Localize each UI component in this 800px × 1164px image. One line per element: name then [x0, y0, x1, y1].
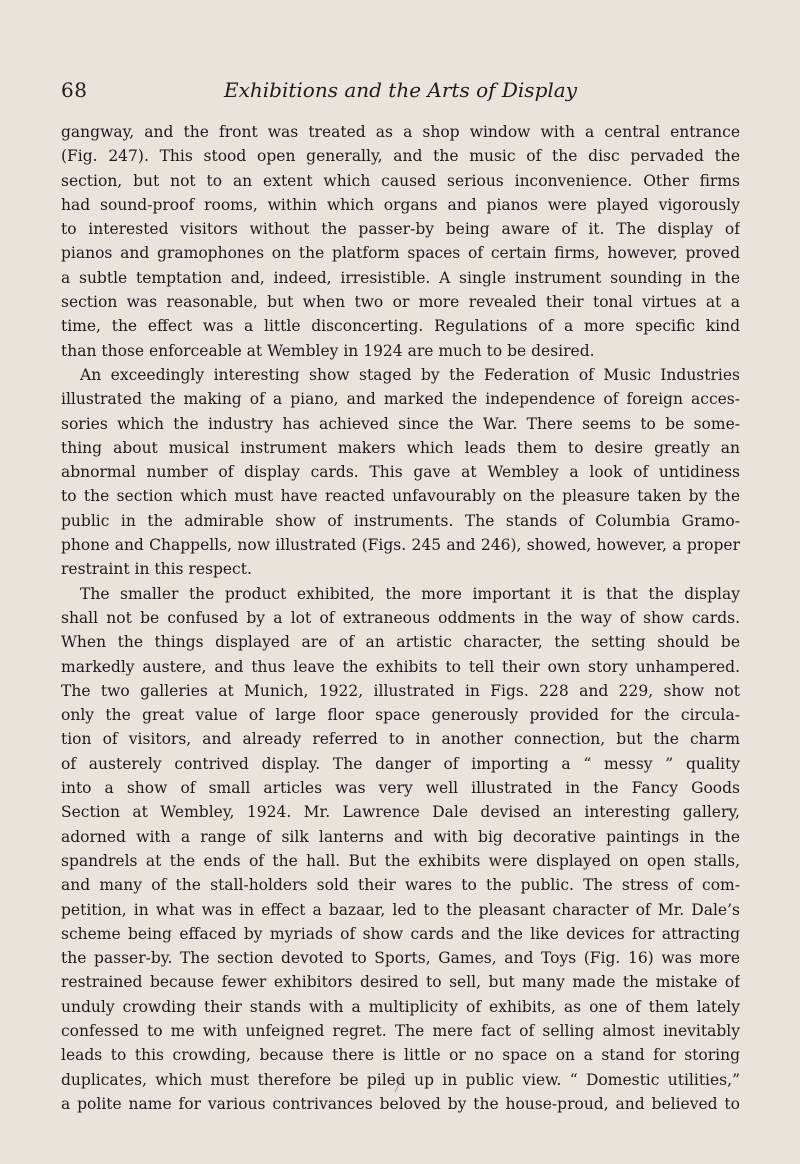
text-line: confessed to me with unfeigned regret. The mere fact of selling almost inevitably: [61, 1021, 740, 1040]
text-line: a polite name for various contrivances beloved by the house-proud, and believed to: [61, 1094, 740, 1113]
text-line: and many of the stall-holders sold their wares to the public. The stress of com-: [61, 876, 740, 895]
text-line: the passer-by. The section devoted to Sports, Games, and Toys (Fig. 16) was more: [61, 949, 740, 968]
text-line: to the section which must have reacted unfavourably on the pleasure taken by the: [61, 487, 740, 506]
text-line: had sound-proof rooms, within which organs and pianos were played vigorously: [61, 195, 740, 214]
pencil-mark: [390, 1072, 408, 1094]
text-line: unduly crowding their stands with a multiplicity of exhibits, as one of them lately: [61, 997, 740, 1016]
page-header: [61, 78, 740, 108]
text-line: sories which the industry has achieved since the War. There seems to be some-: [61, 414, 740, 433]
text-line: section was reasonable, but when two or more revealed their tonal virtues at a: [61, 293, 740, 312]
text-line: scheme being effaced by myriads of show cards and the like devices for attracting: [61, 924, 740, 943]
page-number: 68: [61, 78, 88, 102]
body-text: [61, 120, 740, 1116]
text-line: restraint in this respect.: [61, 560, 252, 579]
text-line: into a show of small articles was very well illustrated in the Fancy Goods: [61, 779, 740, 798]
text-line: abnormal number of display cards. This gave at Wembley a look of untidiness: [61, 463, 740, 482]
text-line: spandrels at the ends of the hall. But the exhibits were displayed on open stalls,: [61, 851, 740, 870]
running-title: Exhibitions and the Arts of Display: [224, 78, 577, 102]
text-line: When the things displayed are of an artistic character, the setting should be: [61, 633, 740, 652]
text-line: thing about musical instrument makers which leads them to desire greatly an: [61, 438, 740, 457]
paragraph-3: [61, 582, 740, 1117]
text-line: only the great value of large floor space generously provided for the circula-: [61, 706, 740, 725]
text-line: The two galleries at Munich, 1922, illustrated in Figs. 228 and 229, show not: [61, 681, 740, 700]
text-line: public in the admirable show of instruments. The stands of Columbia Gramo-: [61, 511, 740, 530]
text-line: time, the effect was a little disconcerting. Regulations of a more specific kind: [61, 317, 740, 336]
text-line: of austerely contrived display. The danger of importing a “ messy ” quality: [61, 754, 740, 773]
text-line: The smaller the product exhibited, the more important it is that the display: [80, 584, 740, 603]
text-line: An exceedingly interesting show staged by the Federation of Music Industries: [80, 365, 740, 384]
text-line: pianos and gramophones on the platform spaces of certain firms, however, proved: [61, 244, 740, 263]
text-line: phone and Chappells, now illustrated (Figs. 245 and 246), showed, however, a proper: [61, 536, 740, 555]
text-line: Section at Wembley, 1924. Mr. Lawrence Dale devised an interesting gallery,: [61, 803, 740, 822]
paragraph-2: [61, 363, 740, 582]
text-line: section, but not to an extent which caused serious inconvenience. Other firms: [61, 171, 740, 190]
text-line: to interested visitors without the passer-by being aware of it. The display of: [61, 220, 740, 239]
text-line: petition, in what was in effect a bazaar, led to the pleasant character of Mr. Dale’s: [61, 900, 740, 919]
text-line: shall not be confused by a lot of extraneous oddments in the way of show cards.: [61, 608, 740, 627]
text-line: markedly austere, and thus leave the exhibits to tell their own story unhampered.: [61, 657, 740, 676]
text-line: duplicates, which must therefore be piled up in public view. “ Domestic utilities,”: [61, 1070, 740, 1089]
text-line: than those enforceable at Wembley in 1924 are much to be desired.: [61, 341, 595, 360]
text-line: illustrated the making of a piano, and marked the independence of foreign acces-: [61, 390, 740, 409]
text-line: adorned with a range of silk lanterns and with big decorative paintings in the: [61, 827, 740, 846]
paragraph-1: [61, 120, 740, 363]
text-line: tion of visitors, and already referred to in another connection, but the charm: [61, 730, 740, 749]
text-line: restrained because fewer exhibitors desired to sell, but many made the mistake of: [61, 973, 740, 992]
text-line: gangway, and the front was treated as a shop window with a central entrance: [61, 123, 740, 141]
text-line: leads to this crowding, because there is little or no space on a stand for storing: [61, 1046, 740, 1065]
text-line: (Fig. 247). This stood open generally, and the music of the disc pervaded the: [61, 147, 740, 166]
text-line: a subtle temptation and, indeed, irresistible. A single instrument sounding in the: [61, 268, 740, 287]
